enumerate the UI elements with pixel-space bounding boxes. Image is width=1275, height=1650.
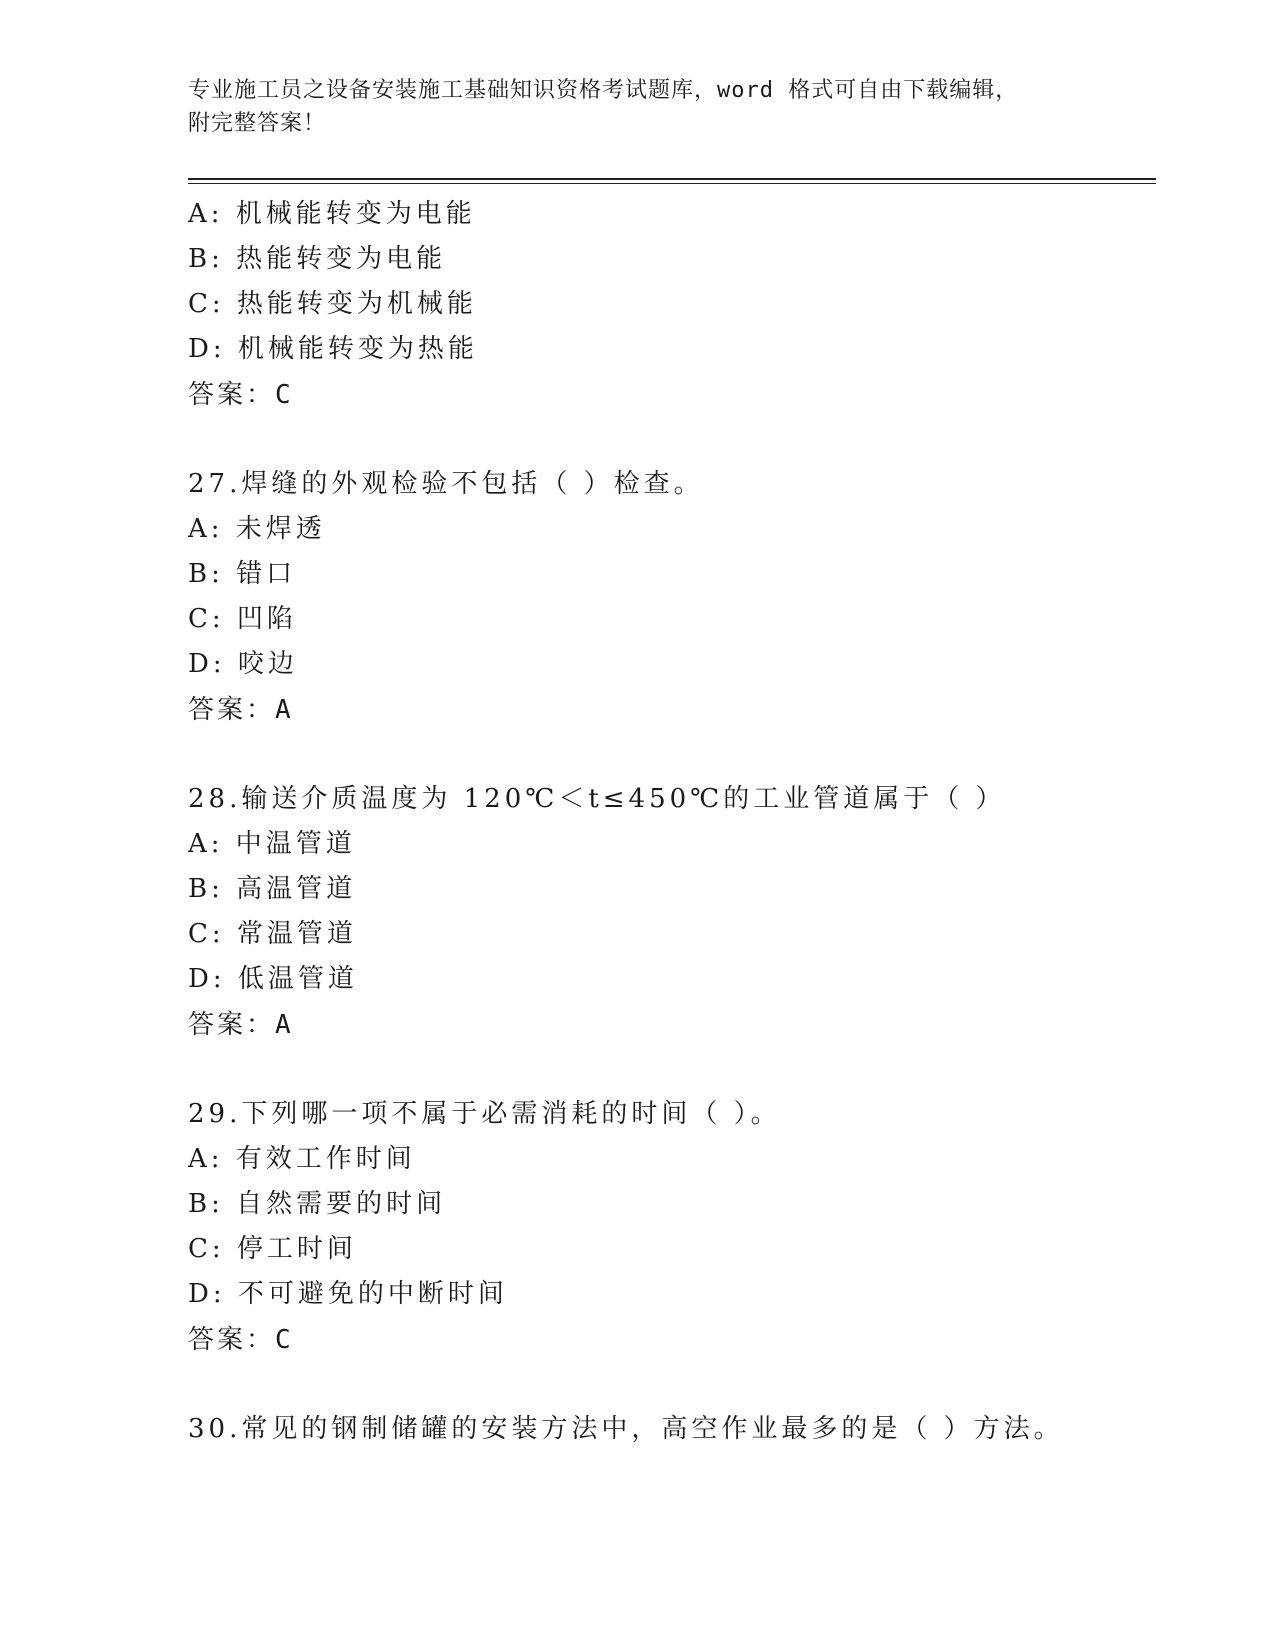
q29-question: 29.下列哪一项不属于必需消耗的时间（ ）。: [188, 1099, 781, 1129]
q28-option-c: C: 常温管道: [188, 919, 357, 949]
q28-answer: [188, 1004, 294, 1041]
q27-option-a: A: 未焊透: [188, 514, 326, 544]
answer-label: 答案：: [188, 1010, 276, 1040]
header-line-1: 专业施工员之设备安装施工基础知识资格考试题库，word 格式可自由下载编辑，: [188, 78, 1019, 103]
q29-option-a: A: 有效工作时间: [188, 1144, 416, 1174]
header-rule-thick: [188, 178, 1156, 180]
q28-question: 28.输送介质温度为 120℃＜t≤450℃的工业管道属于（ ）: [188, 784, 1006, 814]
header-line-2: 附完整答案！: [188, 111, 327, 136]
q27-option-c: C: 凹陷: [188, 604, 297, 634]
q26-answer: [188, 374, 294, 411]
q29-answer: [188, 1319, 294, 1356]
answer-value: C: [275, 1325, 294, 1355]
q26-option-a: A: 机械能转变为电能: [188, 199, 476, 229]
q27-answer: [188, 689, 294, 726]
q29-option-c: C: 停工时间: [188, 1234, 357, 1264]
answer-value: C: [275, 380, 294, 410]
header-rule-thin: [188, 183, 1156, 184]
q29-option-d: D: 不可避免的中断时间: [188, 1279, 508, 1309]
q26-option-c: C: 热能转变为机械能: [188, 289, 477, 319]
q28-option-d: D: 低温管道: [188, 964, 358, 994]
q28-option-b: B: 高温管道: [188, 874, 357, 904]
q27-option-b: B: 错口: [188, 559, 297, 589]
q27-option-d: D: 咬边: [188, 649, 298, 679]
answer-label: 答案：: [188, 1325, 276, 1355]
q29-option-b: B: 自然需要的时间: [188, 1189, 447, 1219]
answer-label: 答案：: [188, 695, 276, 725]
q26-option-d: D: 机械能转变为热能: [188, 334, 478, 364]
answer-label: 答案：: [188, 380, 276, 410]
q27-question: 27.焊缝的外观检验不包括（ ）检查。: [188, 469, 704, 499]
q28-option-a: A: 中温管道: [188, 829, 356, 859]
answer-value: A: [275, 1010, 294, 1040]
q30-question: 30.常见的钢制储罐的安装方法中，高空作业最多的是（ ）方法。: [188, 1414, 1064, 1444]
q26-option-b: B: 热能转变为电能: [188, 244, 447, 274]
document-header: [188, 74, 1088, 140]
answer-value: A: [275, 695, 294, 725]
